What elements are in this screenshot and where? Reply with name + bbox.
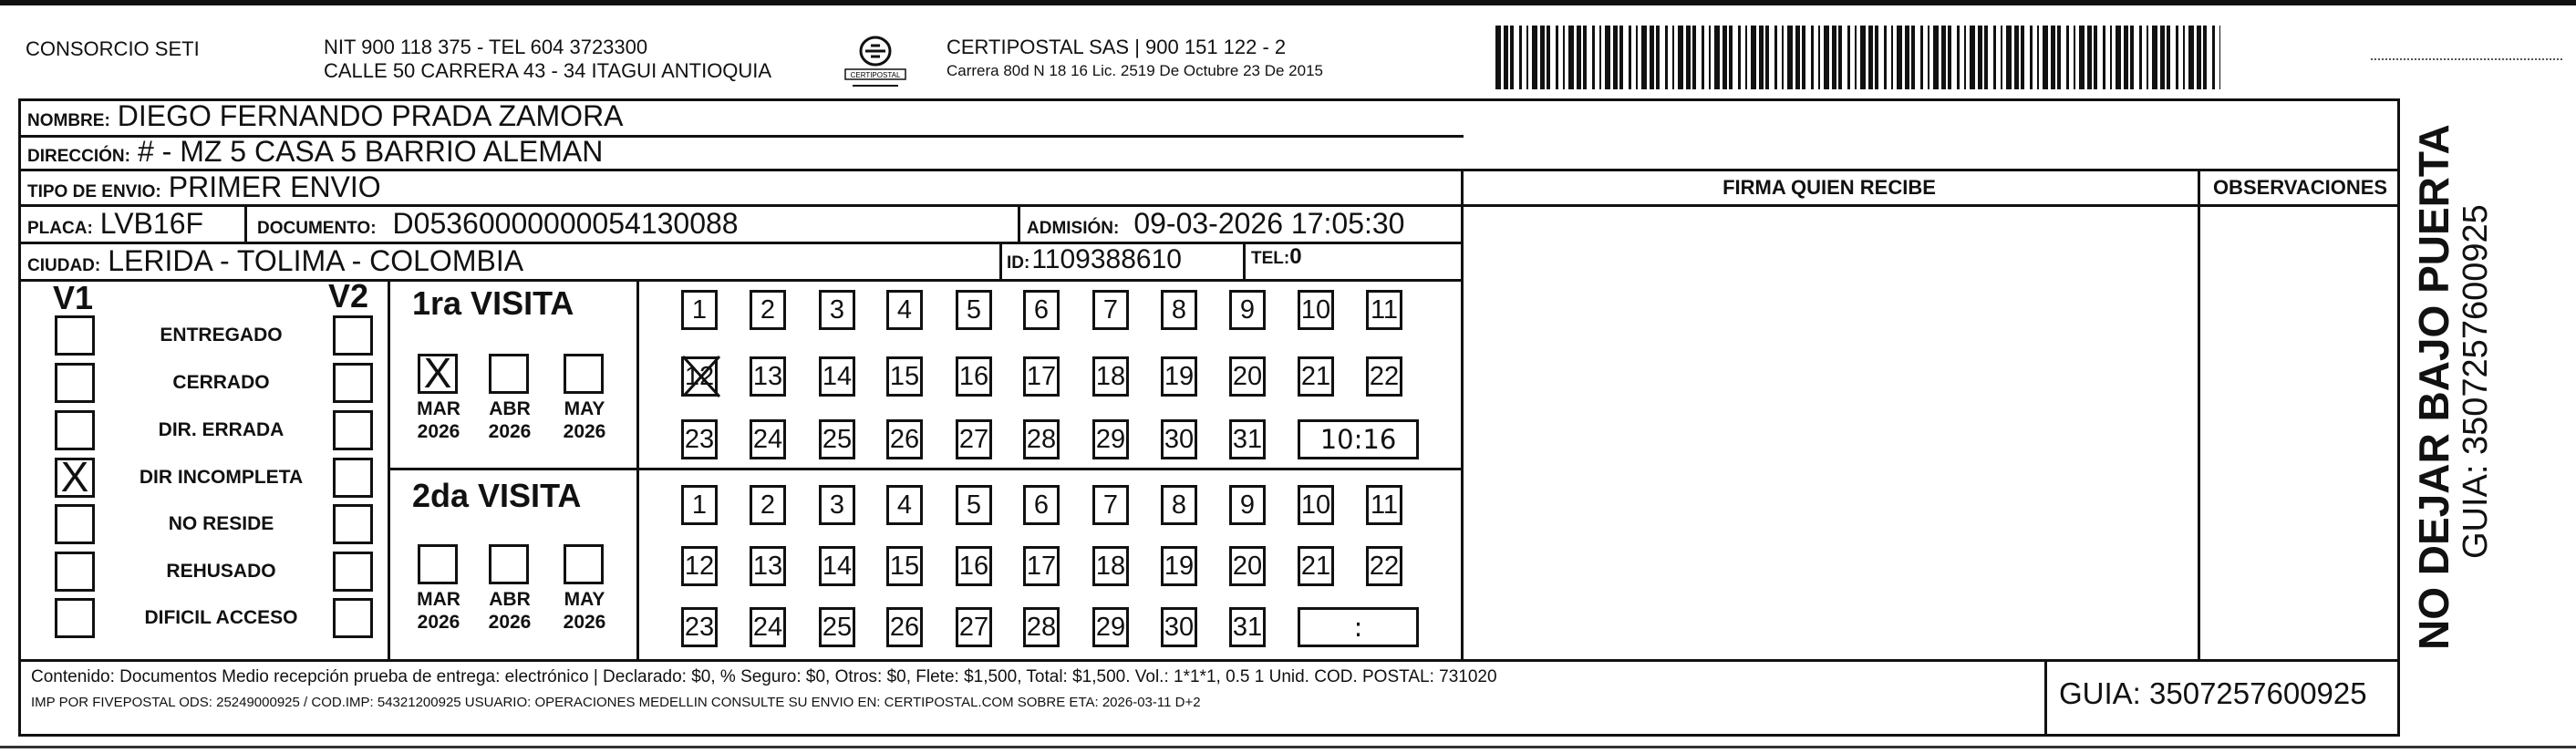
day-box[interactable]: 15 <box>886 546 923 586</box>
day-box[interactable]: 11 <box>1366 485 1402 525</box>
day-box[interactable]: 21 <box>1298 356 1334 397</box>
admission-value: 09-03-2026 17:05:30 <box>1133 207 1405 240</box>
day-box[interactable]: 14 <box>819 546 855 586</box>
side-warning: NO DEJAR BAJO PUERTA <box>2410 124 2457 650</box>
city-field <box>27 244 523 278</box>
status-label: DIFICIL ACCESO <box>144 607 298 628</box>
day-box[interactable]: 30 <box>1161 607 1197 647</box>
address-field <box>27 135 603 169</box>
day-box[interactable]: 18 <box>1092 546 1129 586</box>
day-box[interactable]: 22 <box>1366 356 1402 397</box>
doc-admission-divider <box>1018 204 1020 242</box>
month-checkbox[interactable]: X <box>418 354 458 394</box>
id-value: 1109388610 <box>1031 244 1182 274</box>
day-box[interactable]: 26 <box>886 419 923 459</box>
status-row <box>18 504 388 548</box>
day-box[interactable]: 25 <box>819 607 855 647</box>
day-box[interactable]: 20 <box>1229 546 1266 586</box>
admission-field <box>1027 207 1404 241</box>
shipment-label: TIPO DE ENVIO: <box>27 182 161 201</box>
day-box[interactable]: 12 <box>681 546 718 586</box>
footer-guia: GUIA: 3507257600925 <box>2059 676 2367 710</box>
v1-checkbox[interactable] <box>55 363 95 403</box>
day-box[interactable]: 15 <box>886 356 923 397</box>
side-text <box>2409 123 2519 652</box>
status-label: NO RESIDE <box>168 513 274 534</box>
signature-header-line <box>1461 169 2400 171</box>
month-year: 2026 <box>417 612 460 633</box>
signature-header: FIRMA QUIEN RECIBE <box>1723 176 1936 199</box>
day-box[interactable]: 7 <box>1092 290 1129 330</box>
day-box[interactable]: 28 <box>1023 607 1060 647</box>
observations-left-divider <box>2198 169 2200 661</box>
day-box[interactable]: 8 <box>1161 290 1197 330</box>
day-box[interactable]: 7 <box>1092 485 1129 525</box>
day-box[interactable]: 23 <box>681 419 718 459</box>
day-box[interactable]: 19 <box>1161 356 1197 397</box>
barcode <box>1495 26 2225 89</box>
month-name: ABR <box>489 398 531 419</box>
day-box[interactable]: 23 <box>681 607 718 647</box>
day-box[interactable]: 2 <box>750 485 786 525</box>
time-box[interactable]: 10:16 <box>1298 419 1419 459</box>
plate-value: LVB16F <box>99 207 204 240</box>
month-checkbox[interactable] <box>418 544 458 584</box>
time-box[interactable]: : <box>1298 607 1419 647</box>
day-box[interactable]: 4 <box>886 485 923 525</box>
v1-checkbox[interactable]: X <box>55 458 95 498</box>
month-year: 2026 <box>488 421 532 442</box>
city-label: CIUDAD: <box>27 256 101 275</box>
day-box[interactable]: 24 <box>750 607 786 647</box>
day-box[interactable]: 17 <box>1023 356 1060 397</box>
footer-contents: Contenido: Documentos Medio recepción prueba de entrega: electrónico | Declarado: $0, % Seguro: $0, Otros: $0, Flete: $1,500, Total: $1,500. Vol.: 1*1*1, 0.5 1 Unid. COD. POSTAL: 731020 <box>31 667 1497 686</box>
name-label: NOMBRE: <box>27 111 110 130</box>
month-year: 2026 <box>563 612 606 633</box>
day-box[interactable]: 14 <box>819 356 855 397</box>
license-line: Carrera 80d N 18 16 Lic. 2519 De Octubre 23 De 2015 <box>947 62 1323 79</box>
footer-print-info: IMP POR FIVEPOSTAL ODS: 25249000925 / COD.IMP: 54321200925 USUARIO: OPERACIONES MEDELLIN CONSULTE SU ENVIO EN: CERTIPOSTAL.COM SOBRE ETA: 2026-03-11 D+2 <box>31 695 1201 710</box>
v2-checkbox[interactable] <box>333 552 373 592</box>
day-box[interactable]: 17 <box>1023 546 1060 586</box>
day-box[interactable]: 1 <box>681 485 718 525</box>
month-checkbox[interactable] <box>564 354 604 394</box>
day-box[interactable]: 13 <box>750 546 786 586</box>
month-checkbox[interactable] <box>489 354 529 394</box>
day-box[interactable]: 20 <box>1229 356 1266 397</box>
day-box[interactable]: 26 <box>886 607 923 647</box>
day-box[interactable]: 25 <box>819 419 855 459</box>
footer-top-line <box>18 659 2400 662</box>
day-box[interactable]: 13 <box>750 356 786 397</box>
month-label <box>553 588 616 634</box>
day-box[interactable]: 29 <box>1092 419 1129 459</box>
address-value: # - MZ 5 CASA 5 BARRIO ALEMAN <box>137 135 604 168</box>
status-row <box>18 363 388 407</box>
day-box[interactable]: 30 <box>1161 419 1197 459</box>
day-box[interactable]: 22 <box>1366 546 1402 586</box>
month-year: 2026 <box>488 612 532 633</box>
v1-checkbox[interactable] <box>55 598 95 638</box>
admission-label: ADMISIÓN: <box>1027 219 1120 238</box>
v2-header: V2 <box>328 277 369 315</box>
company-name: CONSORCIO SETI <box>26 37 200 60</box>
visit2-title: 2da VISITA <box>412 477 582 514</box>
observations-header: OBSERVACIONES <box>2212 176 2388 199</box>
day-box[interactable]: 4 <box>886 290 923 330</box>
day-box[interactable]: 1 <box>681 290 718 330</box>
top-border <box>0 0 2576 5</box>
month-name: MAY <box>564 589 605 610</box>
day-box[interactable]: 5 <box>956 290 992 330</box>
day-box[interactable]: 27 <box>956 419 992 459</box>
v1-checkbox[interactable] <box>55 504 95 544</box>
document-field <box>257 207 739 241</box>
bottom-border <box>0 746 2576 748</box>
month-label <box>407 588 471 634</box>
status-row <box>18 315 388 359</box>
v2-checkbox[interactable] <box>333 315 373 356</box>
day-box[interactable]: 31 <box>1229 419 1266 459</box>
day-box[interactable]: 31 <box>1229 607 1266 647</box>
v2-checkbox[interactable] <box>333 504 373 544</box>
document-value: D05360000000054130088 <box>392 207 739 240</box>
v1-checkbox[interactable] <box>55 410 95 450</box>
day-box[interactable]: 8 <box>1161 485 1197 525</box>
day-box[interactable]: 2 <box>750 290 786 330</box>
v2-checkbox[interactable] <box>333 363 373 403</box>
id-field <box>1007 244 1182 275</box>
day-box[interactable]: 18 <box>1092 356 1129 397</box>
month-checkbox[interactable] <box>564 544 604 584</box>
status-label: CERRADO <box>172 372 270 393</box>
v1-checkbox[interactable] <box>55 315 95 356</box>
status-label: REHUSADO <box>166 561 276 582</box>
v2-checkbox[interactable] <box>333 598 373 638</box>
month-name: MAY <box>564 398 605 419</box>
day-box[interactable]: 9 <box>1229 485 1266 525</box>
day-box[interactable]: 6 <box>1023 485 1060 525</box>
v2-checkbox[interactable] <box>333 458 373 498</box>
name-field <box>27 99 624 133</box>
status-label: DIR INCOMPLETA <box>139 467 304 488</box>
name-value: DIEGO FERNANDO PRADA ZAMORA <box>117 99 624 132</box>
visit-divider <box>388 468 1464 470</box>
month-year: 2026 <box>417 421 460 442</box>
day-box[interactable]: 6 <box>1023 290 1060 330</box>
plate-doc-divider <box>244 204 247 242</box>
nit-line: NIT 900 118 375 - TEL 604 3723300 <box>324 36 648 58</box>
day-box[interactable]: 16 <box>956 356 992 397</box>
month-name: ABR <box>489 589 531 610</box>
scan-marks <box>2371 58 2562 62</box>
day-box[interactable]: 24 <box>750 419 786 459</box>
certipostal-logo <box>843 33 907 93</box>
day-box[interactable]: 27 <box>956 607 992 647</box>
shipment-field <box>27 170 381 204</box>
tel-field <box>1251 244 1309 270</box>
status-label: ENTREGADO <box>160 325 283 346</box>
id-divider <box>999 242 1002 280</box>
month-label <box>478 397 542 443</box>
day-box[interactable]: 16 <box>956 546 992 586</box>
month-label <box>407 397 471 443</box>
row-divider-5 <box>18 279 1464 282</box>
signature-left-divider <box>1461 169 1464 661</box>
day-box[interactable]: 5 <box>956 485 992 525</box>
address-label: DIRECCIÓN: <box>27 147 130 166</box>
document-label: DOCUMENTO: <box>257 219 377 238</box>
logo-text: CERTIPOSTAL <box>850 71 901 79</box>
status-row <box>18 552 388 595</box>
plate-label: PLACA: <box>27 219 93 238</box>
day-strike-mark <box>679 353 723 400</box>
plate-field <box>27 207 203 241</box>
day-box[interactable]: 9 <box>1229 290 1266 330</box>
tel-value: 0 <box>1289 244 1302 269</box>
tel-label: TEL: <box>1251 249 1290 268</box>
shipment-value: PRIMER ENVIO <box>168 170 381 203</box>
month-name: MAR <box>417 589 460 610</box>
v2-checkbox[interactable] <box>333 410 373 450</box>
day-box[interactable]: 21 <box>1298 546 1334 586</box>
month-name: MAR <box>417 398 460 419</box>
side-guia: GUIA: 3507257600925 <box>2457 204 2495 559</box>
carrier-line: CERTIPOSTAL SAS | 900 151 122 - 2 <box>947 36 1287 58</box>
month-checkbox[interactable] <box>489 544 529 584</box>
day-box[interactable]: 3 <box>819 290 855 330</box>
day-box[interactable]: 3 <box>819 485 855 525</box>
day-box[interactable]: 28 <box>1023 419 1060 459</box>
status-label: DIR. ERRADA <box>158 419 284 440</box>
day-box[interactable]: 11 <box>1366 290 1402 330</box>
v1-header: V1 <box>53 279 94 316</box>
month-label <box>553 397 616 443</box>
day-box[interactable]: 19 <box>1161 546 1197 586</box>
address-line: CALLE 50 CARRERA 43 - 34 ITAGUI ANTIOQUIA <box>324 59 772 82</box>
city-value: LERIDA - TOLIMA - COLOMBIA <box>108 244 524 277</box>
status-row <box>18 598 388 642</box>
tel-divider <box>1243 242 1246 280</box>
day-box[interactable]: 10 <box>1298 485 1334 525</box>
day-box[interactable]: 12 <box>681 356 718 397</box>
id-label: ID: <box>1007 253 1030 273</box>
footer-guia-divider <box>2044 659 2047 736</box>
month-year: 2026 <box>563 421 606 442</box>
v1-checkbox[interactable] <box>55 552 95 592</box>
status-row <box>18 410 388 454</box>
status-row <box>18 453 388 501</box>
month-label <box>478 588 542 634</box>
visit1-title: 1ra VISITA <box>412 284 574 322</box>
day-box[interactable]: 10 <box>1298 290 1334 330</box>
day-box[interactable]: 29 <box>1092 607 1129 647</box>
